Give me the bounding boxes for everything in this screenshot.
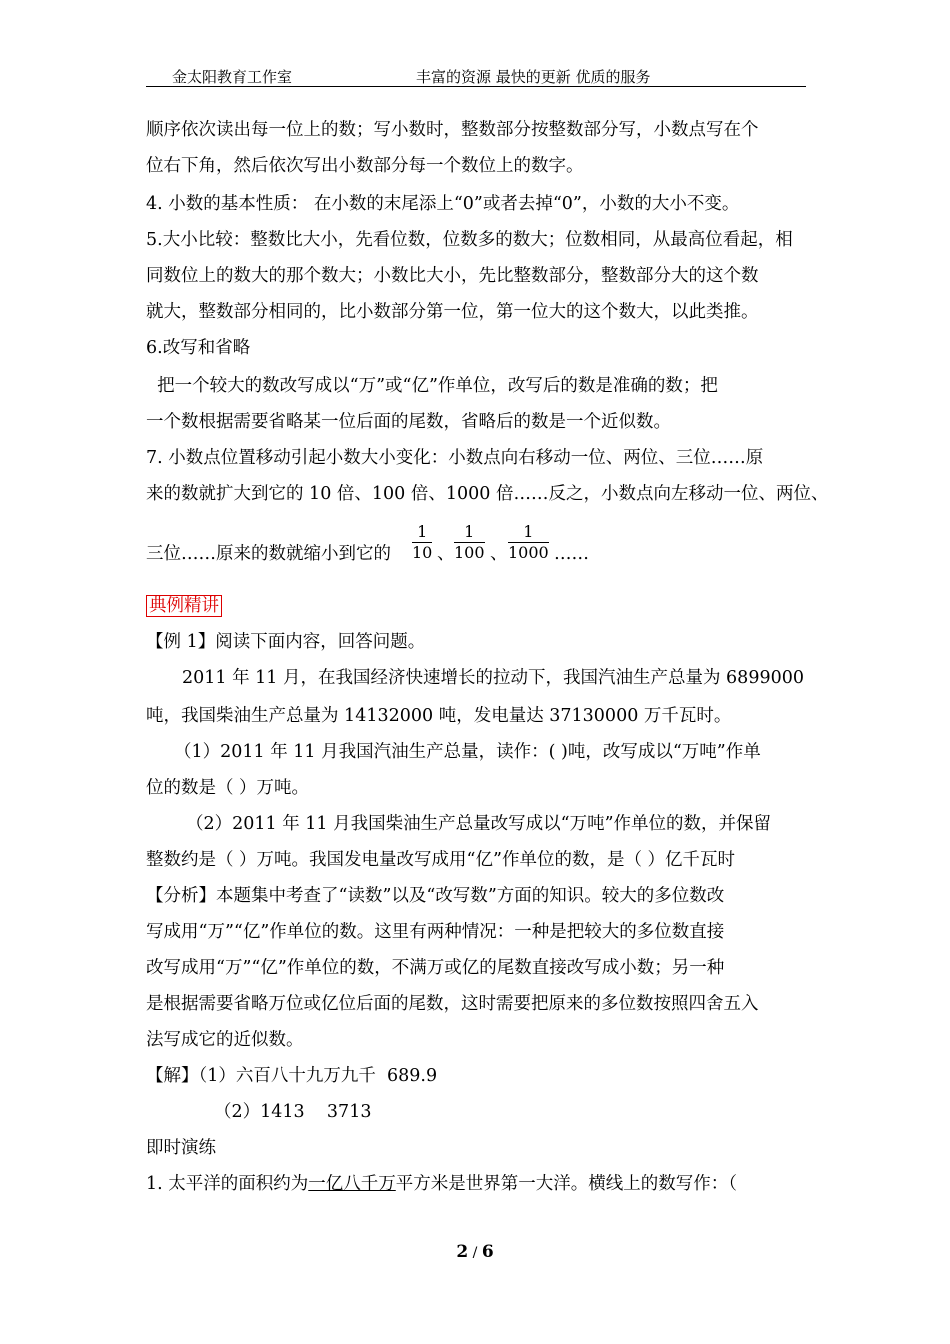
text-ellipsis: …… bbox=[554, 544, 589, 564]
text-line: 把一个较大的数改写成以“万”或“亿”作单位，改写后的数是准确的数；把 bbox=[146, 376, 718, 396]
practice-text-after: 平方米是世界第一大洋。横线上的数写作：（ bbox=[395, 1174, 738, 1194]
text-line: 一个数根据需要省略某一位后面的尾数，省略后的数是一个近似数。 bbox=[146, 412, 671, 432]
fraction-denominator: 1000 bbox=[508, 543, 549, 562]
text-separator: 、 bbox=[490, 544, 508, 564]
solution-line: （2）1413 3713 bbox=[214, 1102, 372, 1122]
fraction-1-1000 bbox=[508, 522, 549, 563]
analysis-line: 法写成它的近似数。 bbox=[146, 1030, 304, 1050]
text-line: 6.改写和省略 bbox=[146, 338, 251, 358]
question-line: （1）2011 年 11 月我国汽油生产总量，读作：( )吨，改写成以“万吨”作单 bbox=[174, 742, 761, 762]
underlined-number: 一亿八千万 bbox=[308, 1174, 396, 1194]
fraction-denominator: 10 bbox=[412, 543, 433, 562]
analysis-line: 改写成用“万”“亿”作单位的数，不满万或亿的尾数直接改写成小数；另一种 bbox=[146, 958, 725, 978]
header-right: 丰富的资源 最快的更新 优质的服务 bbox=[416, 68, 651, 86]
question-line: （2）2011 年 11 月我国柴油生产总量改写成以“万吨”作单位的数，并保留 bbox=[186, 814, 772, 834]
section-label-box: 典例精讲 bbox=[146, 595, 222, 617]
fraction-1-100 bbox=[454, 522, 485, 563]
text-line: 三位……原来的数就缩小到它的 bbox=[146, 544, 391, 564]
text-line: 位右下角，然后依次写出小数部分每一个数位上的数字。 bbox=[146, 156, 584, 176]
practice-question bbox=[146, 1172, 737, 1196]
question-line: 整数约是（ ）万吨。我国发电量改写成用“亿”作单位的数，是（ ）亿千瓦时 bbox=[146, 850, 736, 870]
solution-line: 【解】（1）六百八十九万九千 689.9 bbox=[146, 1066, 438, 1086]
analysis-line: 是根据需要省略万位或亿位后面的尾数，这时需要把原来的多位数按照四舍五入 bbox=[146, 994, 759, 1014]
analysis-line: 写成用“万”“亿”作单位的数。这里有两种情况：一种是把较大的多位数直接 bbox=[146, 922, 725, 942]
text-line: 就大，整数部分相同的，比小数部分第一位，第一位大的这个数大，以此类推。 bbox=[146, 302, 759, 322]
header-left: 金太阳教育工作室 bbox=[172, 68, 293, 86]
fraction-1-10 bbox=[412, 522, 432, 563]
text-line: 5.大小比较：整数比大小，先看位数，位数多的数大；位数相同，从最高位看起，相 bbox=[146, 230, 793, 250]
page-header bbox=[146, 64, 806, 87]
analysis-line: 【分析】本题集中考查了“读数”以及“改写数”方面的知识。较大的多位数改 bbox=[146, 886, 725, 906]
text-line: 来的数就扩大到它的 10 倍、100 倍、1000 倍……反之，小数点向左移动一位、两位、 bbox=[146, 484, 829, 504]
text-line: 2011 年 11 月，在我国经济快速增长的拉动下，我国汽油生产总量为 6899000 bbox=[182, 668, 804, 688]
page-number bbox=[0, 1242, 950, 1262]
text-line: 顺序依次读出每一位上的数；写小数时，整数部分按整数部分写，小数点写在个 bbox=[146, 120, 759, 140]
example-title: 【例 1】阅读下面内容，回答问题。 bbox=[146, 632, 426, 652]
practice-title: 即时演练 bbox=[146, 1138, 216, 1158]
fraction-numerator: 1 bbox=[454, 522, 485, 543]
question-line: 位的数是（ ）万吨。 bbox=[146, 778, 310, 798]
fraction-denominator: 100 bbox=[454, 543, 485, 562]
current-page: 2 bbox=[456, 1242, 469, 1262]
text-separator: 、 bbox=[437, 544, 455, 564]
text-line: 4. 小数的基本性质： 在小数的末尾添上“0”或者去掉“0”，小数的大小不变。 bbox=[146, 194, 740, 214]
page-separator: / bbox=[468, 1245, 482, 1261]
total-pages: 6 bbox=[481, 1242, 494, 1262]
practice-text-before: 1. 太平洋的面积约为 bbox=[146, 1174, 309, 1194]
fraction-numerator: 1 bbox=[508, 522, 549, 543]
text-line: 7. 小数点位置移动引起小数大小变化：小数点向右移动一位、两位、三位……原 bbox=[146, 448, 764, 468]
fraction-numerator: 1 bbox=[412, 522, 432, 543]
section-title bbox=[146, 594, 222, 618]
text-line: 吨，我国柴油生产总量为 14132000 吨，发电量达 37130000 万千瓦时。 bbox=[146, 706, 732, 726]
text-line: 同数位上的数大的那个数大；小数比大小，先比整数部分，整数部分大的这个数 bbox=[146, 266, 759, 286]
